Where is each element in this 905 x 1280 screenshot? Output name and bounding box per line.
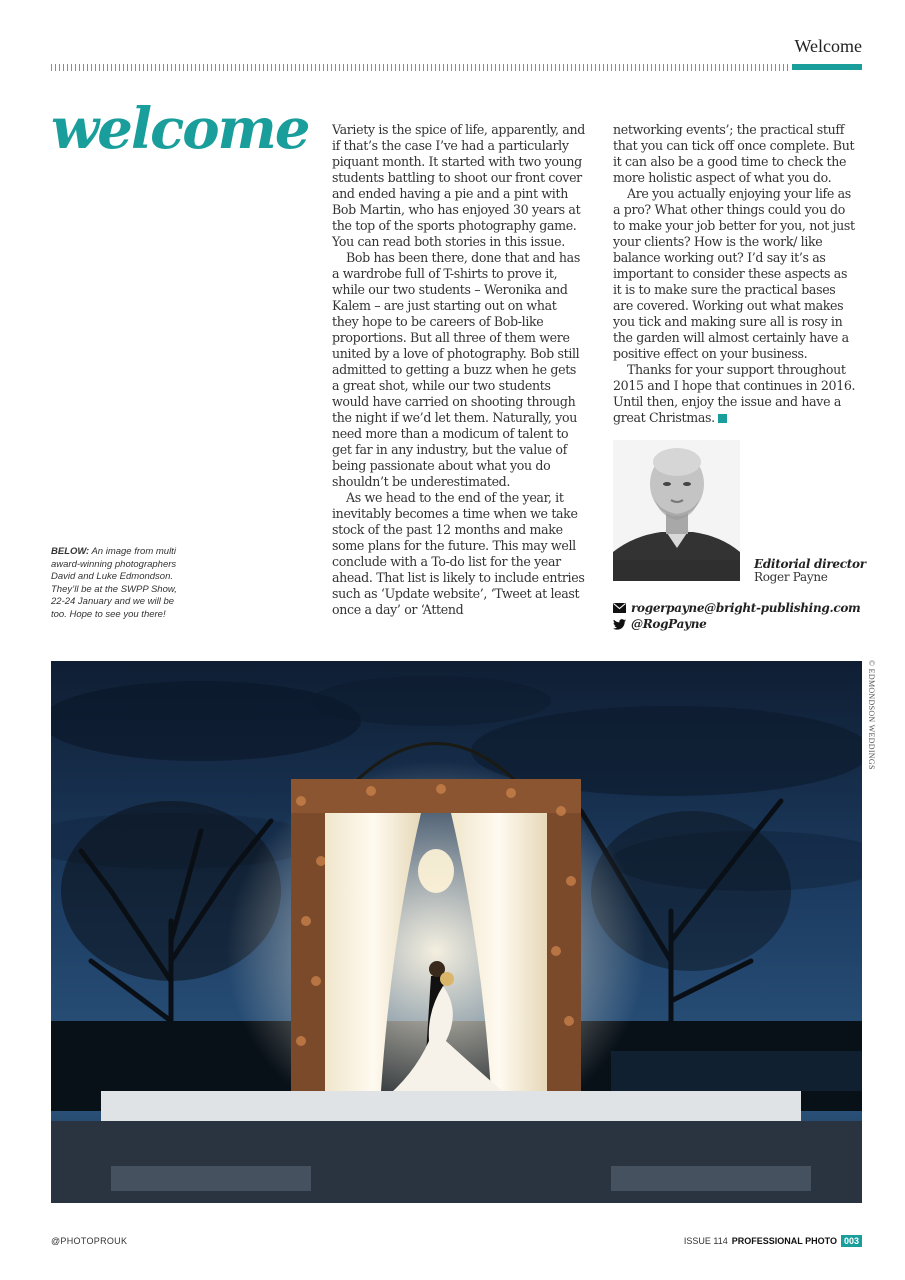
section-label: Welcome: [794, 36, 862, 56]
photo-caption: [51, 546, 179, 621]
email-link[interactable]: rogerpayne@bright-publishing.com: [631, 601, 861, 615]
paragraph-final: [613, 362, 858, 426]
author-portrait-image: [613, 440, 740, 581]
photo-credit: [864, 660, 878, 770]
magazine-name: PROFESSIONAL PHOTO: [731, 1236, 837, 1246]
paragraph: Variety is the spice of life, apparently, and if that’s the case I’ve had a particularly piquant month. It started with two young students battling to shoot our front cover and ended having a pie and a pint with Bob Martin, who has enjoyed 30 years at the top of the sports photography game. You can read both stories in this issue.: [332, 122, 585, 249]
author-email[interactable]: [613, 601, 860, 615]
photo-credit-text: © EDMONDSON WEDDINGS: [867, 660, 876, 770]
author-role: Editorial director: [754, 557, 866, 571]
paragraph: Are you actually enjoying your life as a pro? What other things could you do to make your job better for you, not just your clients? How is the work/ like balance working out? I’d say it’s as important to consider these aspects as it is to make sure the practical bases are covered. Working out what makes you tick and making sure all is rosy in the garden will almost certainly have a positive effect on your business.: [613, 186, 855, 361]
article-column-1: [332, 122, 586, 618]
footer-folio: [684, 1235, 862, 1247]
footer-handle: @PHOTOPROUK: [51, 1236, 128, 1246]
envelope-icon: [613, 603, 626, 613]
page-title: welcome: [51, 96, 309, 162]
twitter-link[interactable]: @RogPayne: [631, 617, 707, 631]
author-portrait: [613, 440, 740, 581]
issue-number: ISSUE 114: [683, 1236, 728, 1246]
paragraph: networking events’; the practical stuff that you can tick off once complete. But it can also be a good time to check the more holistic aspect of what you do.: [613, 122, 855, 185]
author-name: Roger Payne: [754, 570, 828, 584]
author-twitter[interactable]: [613, 617, 706, 631]
paragraph: As we head to the end of the year, it inevitably becomes a time when we take stock of the past 12 months and make some plans for the future. This may well conclude with a To-do list for the year ahead. That list is likely to include entries such as ‘Update website’, ‘Tweet at least once a day’ or ‘Attend: [332, 490, 585, 617]
page-number: 003: [841, 1235, 862, 1247]
paragraph-text: Thanks for your support throughout 2015 and I hope that continues in 2016. Until then, enjoy the issue and have a great Christmas.: [613, 362, 856, 425]
wedding-arch-image: [51, 661, 862, 1203]
header-rule: [51, 64, 789, 71]
end-mark-icon: x: [718, 414, 727, 423]
paragraph: Bob has been there, done that and has a wardrobe full of T-shirts to prove it, while our two students – Weronika and Kalem – are just starting out on what they hope to be careers of Bob-like proportions. But all three of them were united by a love of photography. Bob still admitted to getting a buzz when he gets a great shot, while our two students would have carried on shooting through the night if we’d let them. Naturally, you need more than a modicum of talent to get far in any industry, but the value of being passionate about what you do shouldn’t be underestimated.: [332, 250, 580, 489]
wedding-photo: [51, 661, 862, 1203]
twitter-bird-icon: [613, 619, 626, 630]
header-accent-bar: [792, 64, 862, 70]
article-column-2: [613, 122, 858, 426]
caption-label: BELOW:: [51, 546, 90, 557]
caption-text: An image from multi award-winning photographers David and Luke Edmondson. They’ll be at the SWPP Show, 22-24 January and we will be too. Hope to see you there!: [51, 546, 177, 620]
